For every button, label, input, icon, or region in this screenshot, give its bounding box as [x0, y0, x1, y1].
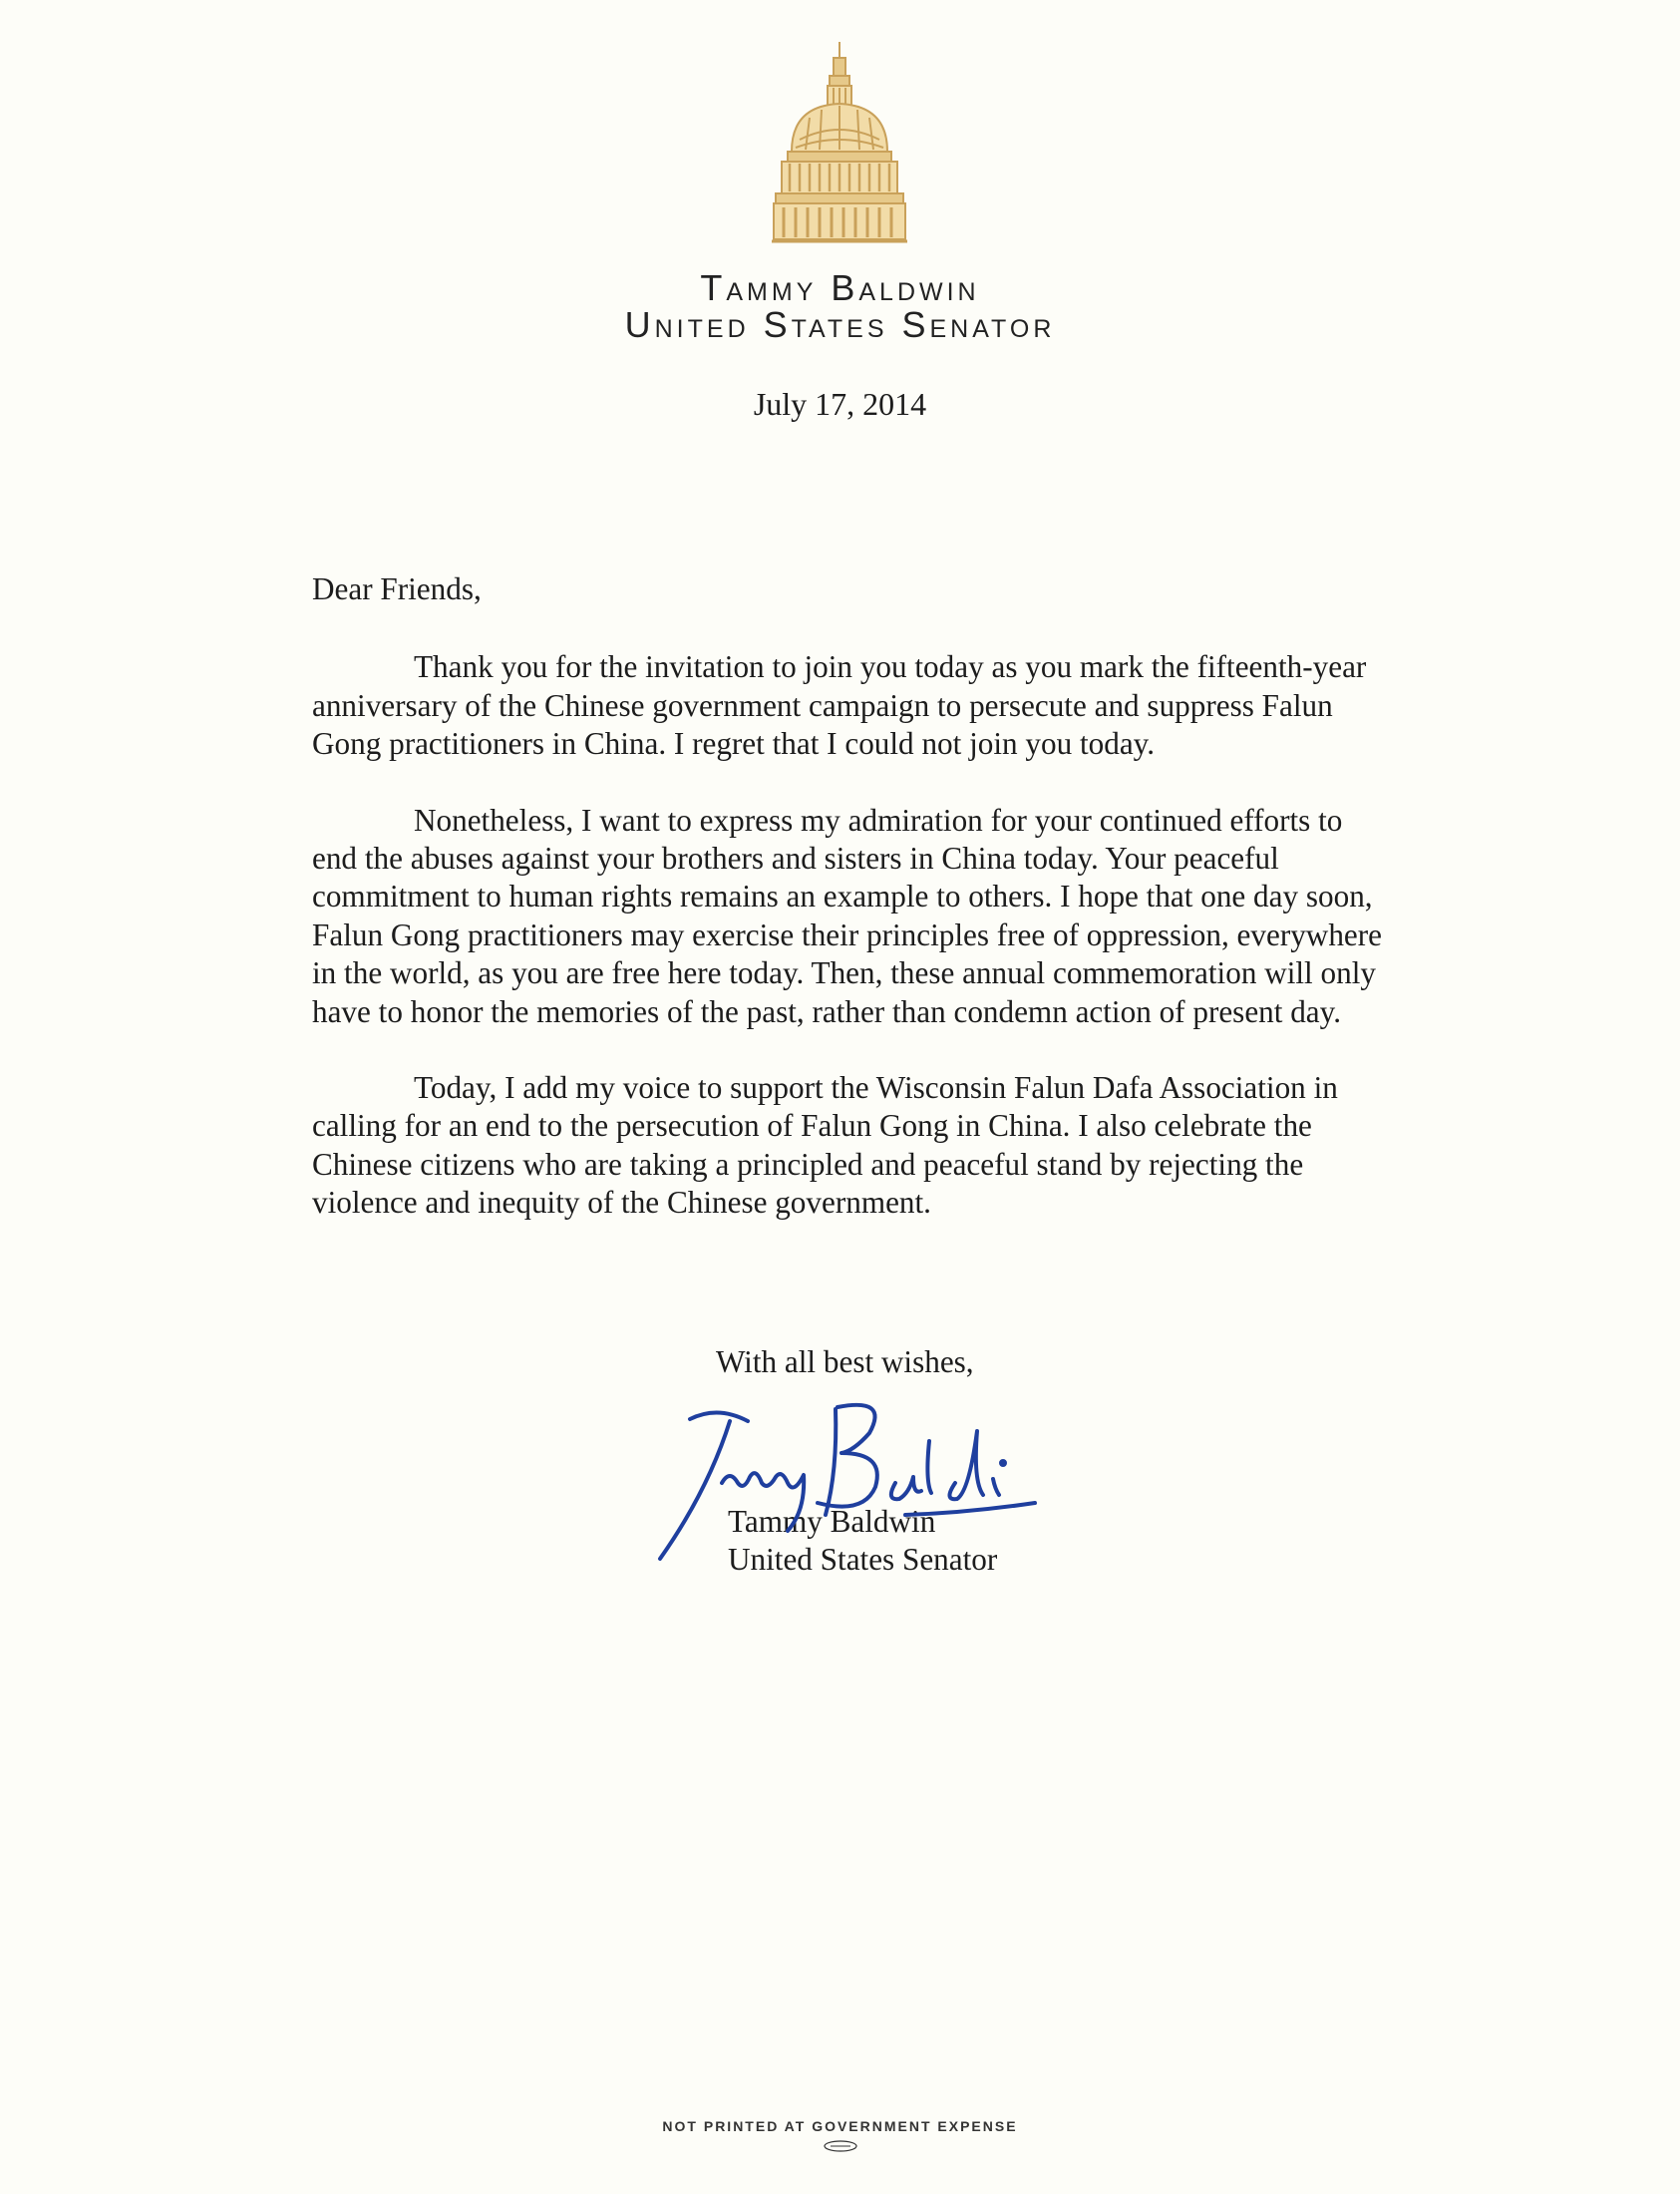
- signature-title: United States Senator: [728, 1542, 998, 1577]
- letterhead-name: Tammy Baldwin: [700, 267, 980, 308]
- capitol-dome-logo: [770, 40, 909, 244]
- handwritten-signature: [638, 1391, 1057, 1571]
- letterhead-title: United States Senator: [624, 304, 1056, 345]
- paragraph: Thank you for the invitation to join you today as you mark the fifteenth-year anniversary of the Chinese government campaign to persecute and suppress Falun Gong practitioners in China. I regret that I could not join you today.: [312, 649, 1367, 762]
- letter-body: [312, 570, 1389, 1261]
- letter-date: July 17, 2014: [753, 386, 927, 422]
- union-label-icon: [823, 2140, 858, 2152]
- paragraph: Today, I add my voice to support the Wisconsin Falun Dafa Association in calling for an end to the persecution of Falun Gong in China. I also celebrate the Chinese citizens who are taking a principled and peaceful stand by rejecting the violence and inequity of the Chinese government.: [312, 1070, 1338, 1221]
- signature-name: Tammy Baldwin: [728, 1504, 936, 1539]
- footer-notice: NOT PRINTED AT GOVERNMENT EXPENSE: [662, 2118, 1018, 2134]
- salutation: Dear Friends,: [312, 571, 482, 606]
- paragraph: Nonetheless, I want to express my admiration for your continued efforts to end the abuses against your brothers and sisters in China today. Your peaceful commitment to human rights remains an example to others. I hope that one day soon, Falun Gong practitioners may exercise their principles free of oppression, everywhere in the world, as you are free here today. Then, these annual commemoration will only have to honor the memories of the past, rather than condemn action of present day.: [312, 802, 1382, 1029]
- closing: With all best wishes,: [716, 1344, 974, 1379]
